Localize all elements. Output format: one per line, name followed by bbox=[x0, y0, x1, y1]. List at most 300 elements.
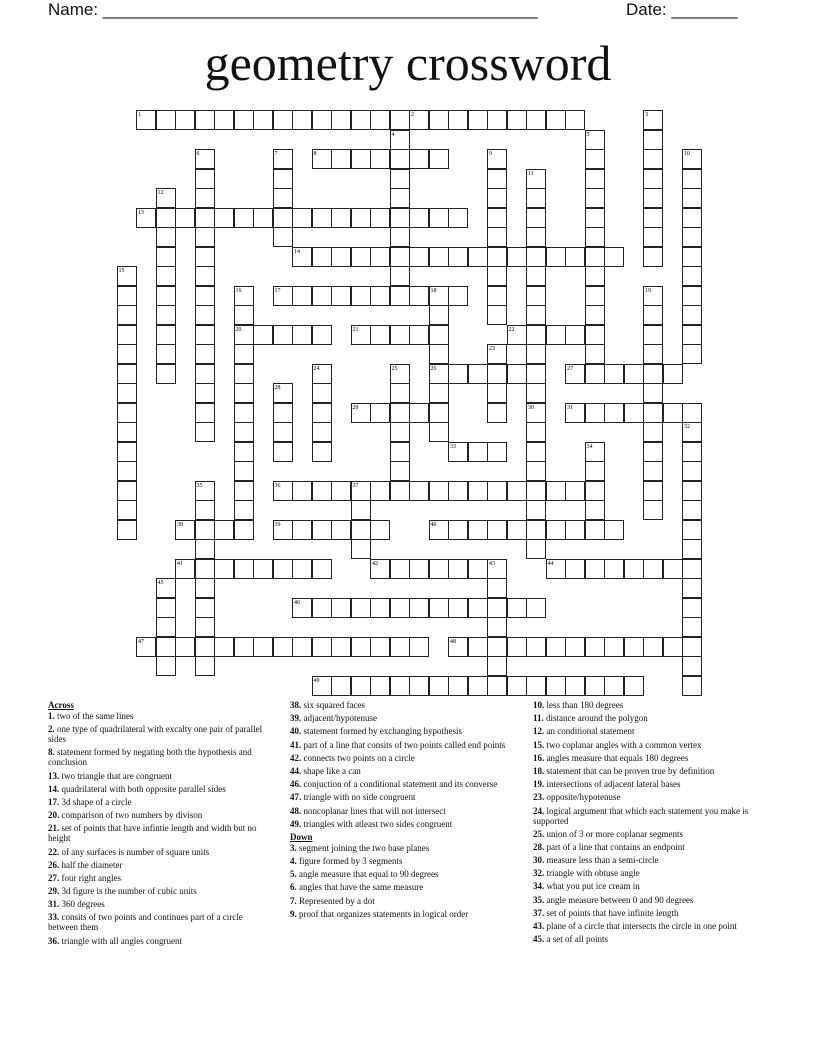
name-field-label[interactable]: Name: ______________________________________________ bbox=[48, 0, 538, 19]
grid-cell[interactable] bbox=[234, 500, 254, 520]
grid-cell[interactable] bbox=[643, 637, 663, 657]
grid-cell[interactable] bbox=[682, 227, 702, 247]
grid-cell[interactable] bbox=[331, 598, 351, 618]
grid-cell[interactable] bbox=[234, 422, 254, 442]
grid-cell[interactable] bbox=[156, 637, 176, 657]
grid-cell[interactable] bbox=[643, 247, 663, 267]
grid-cell[interactable] bbox=[370, 520, 390, 540]
grid-cell[interactable] bbox=[409, 481, 429, 501]
grid-cell[interactable] bbox=[331, 149, 351, 169]
grid-cell[interactable] bbox=[253, 559, 273, 579]
grid-cell[interactable] bbox=[682, 637, 702, 657]
grid-cell[interactable] bbox=[682, 305, 702, 325]
grid-cell[interactable] bbox=[468, 559, 488, 579]
grid-cell[interactable] bbox=[351, 149, 371, 169]
grid-cell[interactable] bbox=[195, 520, 215, 540]
grid-cell[interactable] bbox=[312, 559, 332, 579]
grid-cell[interactable] bbox=[604, 559, 624, 579]
grid-cell[interactable] bbox=[682, 169, 702, 189]
grid-cell[interactable] bbox=[214, 208, 234, 228]
grid-cell[interactable] bbox=[331, 676, 351, 696]
grid-cell[interactable] bbox=[526, 188, 546, 208]
grid-cell[interactable] bbox=[448, 520, 468, 540]
grid-cell[interactable] bbox=[409, 208, 429, 228]
grid-cell[interactable] bbox=[292, 481, 312, 501]
grid-cell[interactable] bbox=[409, 325, 429, 345]
grid-cell[interactable] bbox=[117, 325, 137, 345]
grid-cell[interactable] bbox=[409, 286, 429, 306]
grid-cell[interactable] bbox=[292, 110, 312, 130]
grid-cell[interactable] bbox=[526, 344, 546, 364]
grid-cell[interactable] bbox=[195, 364, 215, 384]
grid-cell[interactable] bbox=[390, 676, 410, 696]
grid-cell[interactable] bbox=[526, 110, 546, 130]
grid-cell[interactable] bbox=[487, 598, 507, 618]
grid-cell[interactable] bbox=[370, 247, 390, 267]
grid-cell[interactable] bbox=[273, 403, 293, 423]
grid-cell[interactable] bbox=[429, 247, 449, 267]
grid-cell[interactable] bbox=[273, 188, 293, 208]
grid-cell[interactable] bbox=[234, 637, 254, 657]
grid-cell[interactable] bbox=[487, 520, 507, 540]
grid-cell[interactable] bbox=[507, 637, 527, 657]
grid-cell[interactable] bbox=[682, 325, 702, 345]
grid-cell[interactable] bbox=[585, 403, 605, 423]
grid-cell[interactable] bbox=[273, 325, 293, 345]
grid-cell[interactable] bbox=[175, 110, 195, 130]
grid-cell[interactable] bbox=[351, 500, 371, 520]
grid-cell[interactable] bbox=[643, 188, 663, 208]
grid-cell[interactable] bbox=[487, 481, 507, 501]
grid-cell[interactable] bbox=[331, 110, 351, 130]
grid-cell[interactable] bbox=[390, 559, 410, 579]
grid-cell[interactable] bbox=[565, 110, 585, 130]
grid-cell[interactable] bbox=[409, 149, 429, 169]
grid-cell[interactable] bbox=[624, 676, 644, 696]
grid-cell[interactable] bbox=[195, 422, 215, 442]
grid-cell[interactable] bbox=[663, 637, 683, 657]
grid-cell[interactable] bbox=[624, 559, 644, 579]
grid-cell[interactable] bbox=[351, 637, 371, 657]
grid-cell[interactable] bbox=[312, 286, 332, 306]
grid-cell[interactable] bbox=[643, 325, 663, 345]
grid-cell[interactable] bbox=[312, 598, 332, 618]
grid-cell[interactable] bbox=[253, 110, 273, 130]
grid-cell[interactable] bbox=[663, 364, 683, 384]
grid-cell[interactable] bbox=[565, 247, 585, 267]
grid-cell[interactable] bbox=[331, 208, 351, 228]
grid-cell[interactable] bbox=[390, 461, 410, 481]
grid-cell[interactable] bbox=[195, 578, 215, 598]
grid-cell[interactable] bbox=[448, 247, 468, 267]
grid-cell[interactable] bbox=[429, 149, 449, 169]
grid-cell[interactable] bbox=[195, 500, 215, 520]
grid-cell[interactable] bbox=[370, 149, 390, 169]
grid-cell[interactable] bbox=[526, 520, 546, 540]
grid-cell[interactable] bbox=[526, 305, 546, 325]
grid-cell[interactable] bbox=[682, 617, 702, 637]
grid-cell[interactable] bbox=[195, 617, 215, 637]
grid-cell[interactable] bbox=[526, 227, 546, 247]
grid-cell[interactable] bbox=[117, 383, 137, 403]
grid-cell[interactable] bbox=[546, 481, 566, 501]
grid-cell[interactable] bbox=[195, 403, 215, 423]
grid-cell[interactable] bbox=[331, 520, 351, 540]
grid-cell[interactable] bbox=[429, 305, 449, 325]
grid-cell[interactable] bbox=[156, 325, 176, 345]
grid-cell[interactable] bbox=[331, 247, 351, 267]
grid-cell[interactable] bbox=[429, 481, 449, 501]
grid-cell[interactable] bbox=[429, 344, 449, 364]
grid-cell[interactable] bbox=[565, 325, 585, 345]
grid-cell[interactable] bbox=[487, 364, 507, 384]
grid-cell[interactable] bbox=[370, 676, 390, 696]
grid-cell[interactable] bbox=[312, 208, 332, 228]
grid-cell[interactable] bbox=[487, 676, 507, 696]
grid-cell[interactable] bbox=[429, 110, 449, 130]
grid-cell[interactable] bbox=[390, 110, 410, 130]
grid-cell[interactable] bbox=[682, 286, 702, 306]
grid-cell[interactable] bbox=[292, 637, 312, 657]
grid-cell[interactable] bbox=[117, 364, 137, 384]
grid-cell[interactable] bbox=[409, 598, 429, 618]
grid-cell[interactable] bbox=[429, 403, 449, 423]
grid-cell[interactable] bbox=[526, 481, 546, 501]
grid-cell[interactable] bbox=[643, 208, 663, 228]
grid-cell[interactable] bbox=[195, 598, 215, 618]
grid-cell[interactable] bbox=[565, 559, 585, 579]
grid-cell[interactable] bbox=[117, 442, 137, 462]
grid-cell[interactable] bbox=[390, 403, 410, 423]
grid-cell[interactable] bbox=[351, 110, 371, 130]
grid-cell[interactable] bbox=[390, 188, 410, 208]
grid-cell[interactable] bbox=[195, 383, 215, 403]
grid-cell[interactable] bbox=[273, 208, 293, 228]
grid-cell[interactable] bbox=[604, 676, 624, 696]
grid-cell[interactable] bbox=[624, 403, 644, 423]
grid-cell[interactable] bbox=[526, 286, 546, 306]
grid-cell[interactable] bbox=[585, 481, 605, 501]
grid-cell[interactable] bbox=[117, 520, 137, 540]
grid-cell[interactable] bbox=[585, 149, 605, 169]
grid-cell[interactable] bbox=[643, 442, 663, 462]
grid-cell[interactable] bbox=[195, 539, 215, 559]
grid-cell[interactable] bbox=[390, 442, 410, 462]
grid-cell[interactable] bbox=[273, 442, 293, 462]
grid-cell[interactable] bbox=[526, 676, 546, 696]
grid-cell[interactable] bbox=[195, 247, 215, 267]
grid-cell[interactable] bbox=[195, 188, 215, 208]
grid-cell[interactable] bbox=[253, 325, 273, 345]
grid-cell[interactable] bbox=[370, 637, 390, 657]
grid-cell[interactable] bbox=[390, 422, 410, 442]
grid-cell[interactable] bbox=[585, 461, 605, 481]
grid-cell[interactable] bbox=[682, 481, 702, 501]
grid-cell[interactable] bbox=[156, 656, 176, 676]
grid-cell[interactable] bbox=[585, 188, 605, 208]
grid-cell[interactable] bbox=[331, 481, 351, 501]
grid-cell[interactable] bbox=[487, 247, 507, 267]
grid-cell[interactable] bbox=[448, 110, 468, 130]
grid-cell[interactable] bbox=[117, 305, 137, 325]
grid-cell[interactable] bbox=[468, 481, 488, 501]
grid-cell[interactable] bbox=[390, 325, 410, 345]
grid-cell[interactable] bbox=[390, 481, 410, 501]
grid-cell[interactable] bbox=[156, 227, 176, 247]
grid-cell[interactable] bbox=[585, 208, 605, 228]
grid-cell[interactable] bbox=[234, 383, 254, 403]
grid-cell[interactable] bbox=[487, 637, 507, 657]
grid-cell[interactable] bbox=[390, 169, 410, 189]
grid-cell[interactable] bbox=[585, 520, 605, 540]
grid-cell[interactable] bbox=[487, 169, 507, 189]
grid-cell[interactable] bbox=[448, 676, 468, 696]
grid-cell[interactable] bbox=[448, 364, 468, 384]
grid-cell[interactable] bbox=[487, 383, 507, 403]
grid-cell[interactable] bbox=[409, 247, 429, 267]
grid-cell[interactable] bbox=[526, 598, 546, 618]
grid-cell[interactable] bbox=[234, 364, 254, 384]
grid-cell[interactable] bbox=[585, 676, 605, 696]
grid-cell[interactable] bbox=[351, 539, 371, 559]
grid-cell[interactable] bbox=[390, 383, 410, 403]
grid-cell[interactable] bbox=[526, 325, 546, 345]
grid-cell[interactable] bbox=[565, 520, 585, 540]
grid-cell[interactable] bbox=[682, 578, 702, 598]
grid-cell[interactable] bbox=[390, 149, 410, 169]
grid-cell[interactable] bbox=[331, 637, 351, 657]
grid-cell[interactable] bbox=[468, 598, 488, 618]
grid-cell[interactable] bbox=[565, 676, 585, 696]
grid-cell[interactable] bbox=[234, 344, 254, 364]
grid-cell[interactable] bbox=[604, 520, 624, 540]
grid-cell[interactable] bbox=[429, 422, 449, 442]
grid-cell[interactable] bbox=[312, 247, 332, 267]
grid-cell[interactable] bbox=[195, 637, 215, 657]
grid-cell[interactable] bbox=[253, 208, 273, 228]
grid-cell[interactable] bbox=[585, 344, 605, 364]
grid-cell[interactable] bbox=[643, 344, 663, 364]
grid-cell[interactable] bbox=[487, 578, 507, 598]
grid-cell[interactable] bbox=[643, 383, 663, 403]
grid-cell[interactable] bbox=[448, 208, 468, 228]
grid-cell[interactable] bbox=[585, 286, 605, 306]
grid-cell[interactable] bbox=[390, 208, 410, 228]
grid-cell[interactable] bbox=[117, 286, 137, 306]
grid-cell[interactable] bbox=[487, 227, 507, 247]
grid-cell[interactable] bbox=[546, 110, 566, 130]
grid-cell[interactable] bbox=[156, 305, 176, 325]
grid-cell[interactable] bbox=[585, 500, 605, 520]
grid-cell[interactable] bbox=[312, 403, 332, 423]
grid-cell[interactable] bbox=[682, 559, 702, 579]
grid-cell[interactable] bbox=[448, 481, 468, 501]
grid-cell[interactable] bbox=[546, 520, 566, 540]
grid-cell[interactable] bbox=[682, 598, 702, 618]
grid-cell[interactable] bbox=[234, 442, 254, 462]
grid-cell[interactable] bbox=[565, 637, 585, 657]
grid-cell[interactable] bbox=[390, 637, 410, 657]
grid-cell[interactable] bbox=[351, 208, 371, 228]
grid-cell[interactable] bbox=[234, 559, 254, 579]
grid-cell[interactable] bbox=[682, 461, 702, 481]
grid-cell[interactable] bbox=[409, 676, 429, 696]
grid-cell[interactable] bbox=[214, 520, 234, 540]
grid-cell[interactable] bbox=[526, 247, 546, 267]
grid-cell[interactable] bbox=[195, 227, 215, 247]
grid-cell[interactable] bbox=[234, 481, 254, 501]
grid-cell[interactable] bbox=[195, 266, 215, 286]
grid-cell[interactable] bbox=[507, 598, 527, 618]
grid-cell[interactable] bbox=[585, 266, 605, 286]
grid-cell[interactable] bbox=[682, 520, 702, 540]
grid-cell[interactable] bbox=[312, 637, 332, 657]
grid-cell[interactable] bbox=[370, 208, 390, 228]
grid-cell[interactable] bbox=[487, 656, 507, 676]
grid-cell[interactable] bbox=[526, 266, 546, 286]
grid-cell[interactable] bbox=[312, 383, 332, 403]
grid-cell[interactable] bbox=[507, 247, 527, 267]
grid-cell[interactable] bbox=[468, 364, 488, 384]
grid-cell[interactable] bbox=[351, 598, 371, 618]
grid-cell[interactable] bbox=[429, 208, 449, 228]
grid-cell[interactable] bbox=[526, 637, 546, 657]
grid-cell[interactable] bbox=[682, 500, 702, 520]
grid-cell[interactable] bbox=[214, 110, 234, 130]
grid-cell[interactable] bbox=[117, 481, 137, 501]
grid-cell[interactable] bbox=[195, 656, 215, 676]
grid-cell[interactable] bbox=[175, 208, 195, 228]
grid-cell[interactable] bbox=[468, 110, 488, 130]
grid-cell[interactable] bbox=[312, 422, 332, 442]
grid-cell[interactable] bbox=[624, 364, 644, 384]
grid-cell[interactable] bbox=[390, 227, 410, 247]
grid-cell[interactable] bbox=[351, 520, 371, 540]
grid-cell[interactable] bbox=[682, 539, 702, 559]
grid-cell[interactable] bbox=[156, 617, 176, 637]
grid-cell[interactable] bbox=[156, 208, 176, 228]
grid-cell[interactable] bbox=[370, 598, 390, 618]
grid-cell[interactable] bbox=[234, 403, 254, 423]
grid-cell[interactable] bbox=[585, 559, 605, 579]
grid-cell[interactable] bbox=[429, 676, 449, 696]
grid-cell[interactable] bbox=[390, 286, 410, 306]
grid-cell[interactable] bbox=[195, 169, 215, 189]
grid-cell[interactable] bbox=[195, 559, 215, 579]
grid-cell[interactable] bbox=[156, 344, 176, 364]
grid-cell[interactable] bbox=[292, 325, 312, 345]
grid-cell[interactable] bbox=[585, 227, 605, 247]
grid-cell[interactable] bbox=[682, 656, 702, 676]
grid-cell[interactable] bbox=[370, 481, 390, 501]
grid-cell[interactable] bbox=[507, 481, 527, 501]
grid-cell[interactable] bbox=[643, 403, 663, 423]
grid-cell[interactable] bbox=[643, 227, 663, 247]
grid-cell[interactable] bbox=[468, 520, 488, 540]
grid-cell[interactable] bbox=[585, 637, 605, 657]
grid-cell[interactable] bbox=[253, 637, 273, 657]
grid-cell[interactable] bbox=[273, 422, 293, 442]
grid-cell[interactable] bbox=[663, 403, 683, 423]
grid-cell[interactable] bbox=[487, 442, 507, 462]
grid-cell[interactable] bbox=[429, 325, 449, 345]
grid-cell[interactable] bbox=[507, 110, 527, 130]
grid-cell[interactable] bbox=[370, 325, 390, 345]
grid-cell[interactable] bbox=[370, 286, 390, 306]
grid-cell[interactable] bbox=[370, 110, 390, 130]
grid-cell[interactable] bbox=[546, 247, 566, 267]
grid-cell[interactable] bbox=[156, 598, 176, 618]
grid-cell[interactable] bbox=[487, 617, 507, 637]
grid-cell[interactable] bbox=[448, 286, 468, 306]
grid-cell[interactable] bbox=[312, 481, 332, 501]
grid-cell[interactable] bbox=[292, 286, 312, 306]
grid-cell[interactable] bbox=[273, 169, 293, 189]
grid-cell[interactable] bbox=[682, 676, 702, 696]
grid-cell[interactable] bbox=[156, 110, 176, 130]
grid-cell[interactable] bbox=[526, 461, 546, 481]
grid-cell[interactable] bbox=[156, 364, 176, 384]
grid-cell[interactable] bbox=[409, 637, 429, 657]
grid-cell[interactable] bbox=[214, 559, 234, 579]
grid-cell[interactable] bbox=[643, 364, 663, 384]
grid-cell[interactable] bbox=[604, 637, 624, 657]
grid-cell[interactable] bbox=[487, 110, 507, 130]
grid-cell[interactable] bbox=[682, 247, 702, 267]
grid-cell[interactable] bbox=[682, 266, 702, 286]
grid-cell[interactable] bbox=[234, 208, 254, 228]
grid-cell[interactable] bbox=[234, 110, 254, 130]
grid-cell[interactable] bbox=[214, 637, 234, 657]
grid-cell[interactable] bbox=[682, 403, 702, 423]
grid-cell[interactable] bbox=[292, 520, 312, 540]
grid-cell[interactable] bbox=[526, 500, 546, 520]
grid-cell[interactable] bbox=[643, 461, 663, 481]
grid-cell[interactable] bbox=[526, 539, 546, 559]
grid-cell[interactable] bbox=[390, 266, 410, 286]
grid-cell[interactable] bbox=[585, 169, 605, 189]
grid-cell[interactable] bbox=[370, 403, 390, 423]
grid-cell[interactable] bbox=[312, 110, 332, 130]
grid-cell[interactable] bbox=[487, 188, 507, 208]
grid-cell[interactable] bbox=[195, 325, 215, 345]
grid-cell[interactable] bbox=[351, 676, 371, 696]
grid-cell[interactable] bbox=[409, 403, 429, 423]
grid-cell[interactable] bbox=[117, 403, 137, 423]
grid-cell[interactable] bbox=[175, 637, 195, 657]
grid-cell[interactable] bbox=[526, 442, 546, 462]
grid-cell[interactable] bbox=[507, 520, 527, 540]
grid-cell[interactable] bbox=[429, 598, 449, 618]
grid-cell[interactable] bbox=[487, 286, 507, 306]
grid-cell[interactable] bbox=[448, 559, 468, 579]
grid-cell[interactable] bbox=[468, 637, 488, 657]
grid-cell[interactable] bbox=[195, 208, 215, 228]
grid-cell[interactable] bbox=[507, 364, 527, 384]
grid-cell[interactable] bbox=[312, 325, 332, 345]
grid-cell[interactable] bbox=[292, 208, 312, 228]
grid-cell[interactable] bbox=[507, 676, 527, 696]
grid-cell[interactable] bbox=[156, 266, 176, 286]
grid-cell[interactable] bbox=[487, 403, 507, 423]
grid-cell[interactable] bbox=[195, 110, 215, 130]
grid-cell[interactable] bbox=[312, 520, 332, 540]
grid-cell[interactable] bbox=[390, 598, 410, 618]
grid-cell[interactable] bbox=[117, 422, 137, 442]
grid-cell[interactable] bbox=[585, 247, 605, 267]
grid-cell[interactable] bbox=[156, 247, 176, 267]
grid-cell[interactable] bbox=[604, 247, 624, 267]
